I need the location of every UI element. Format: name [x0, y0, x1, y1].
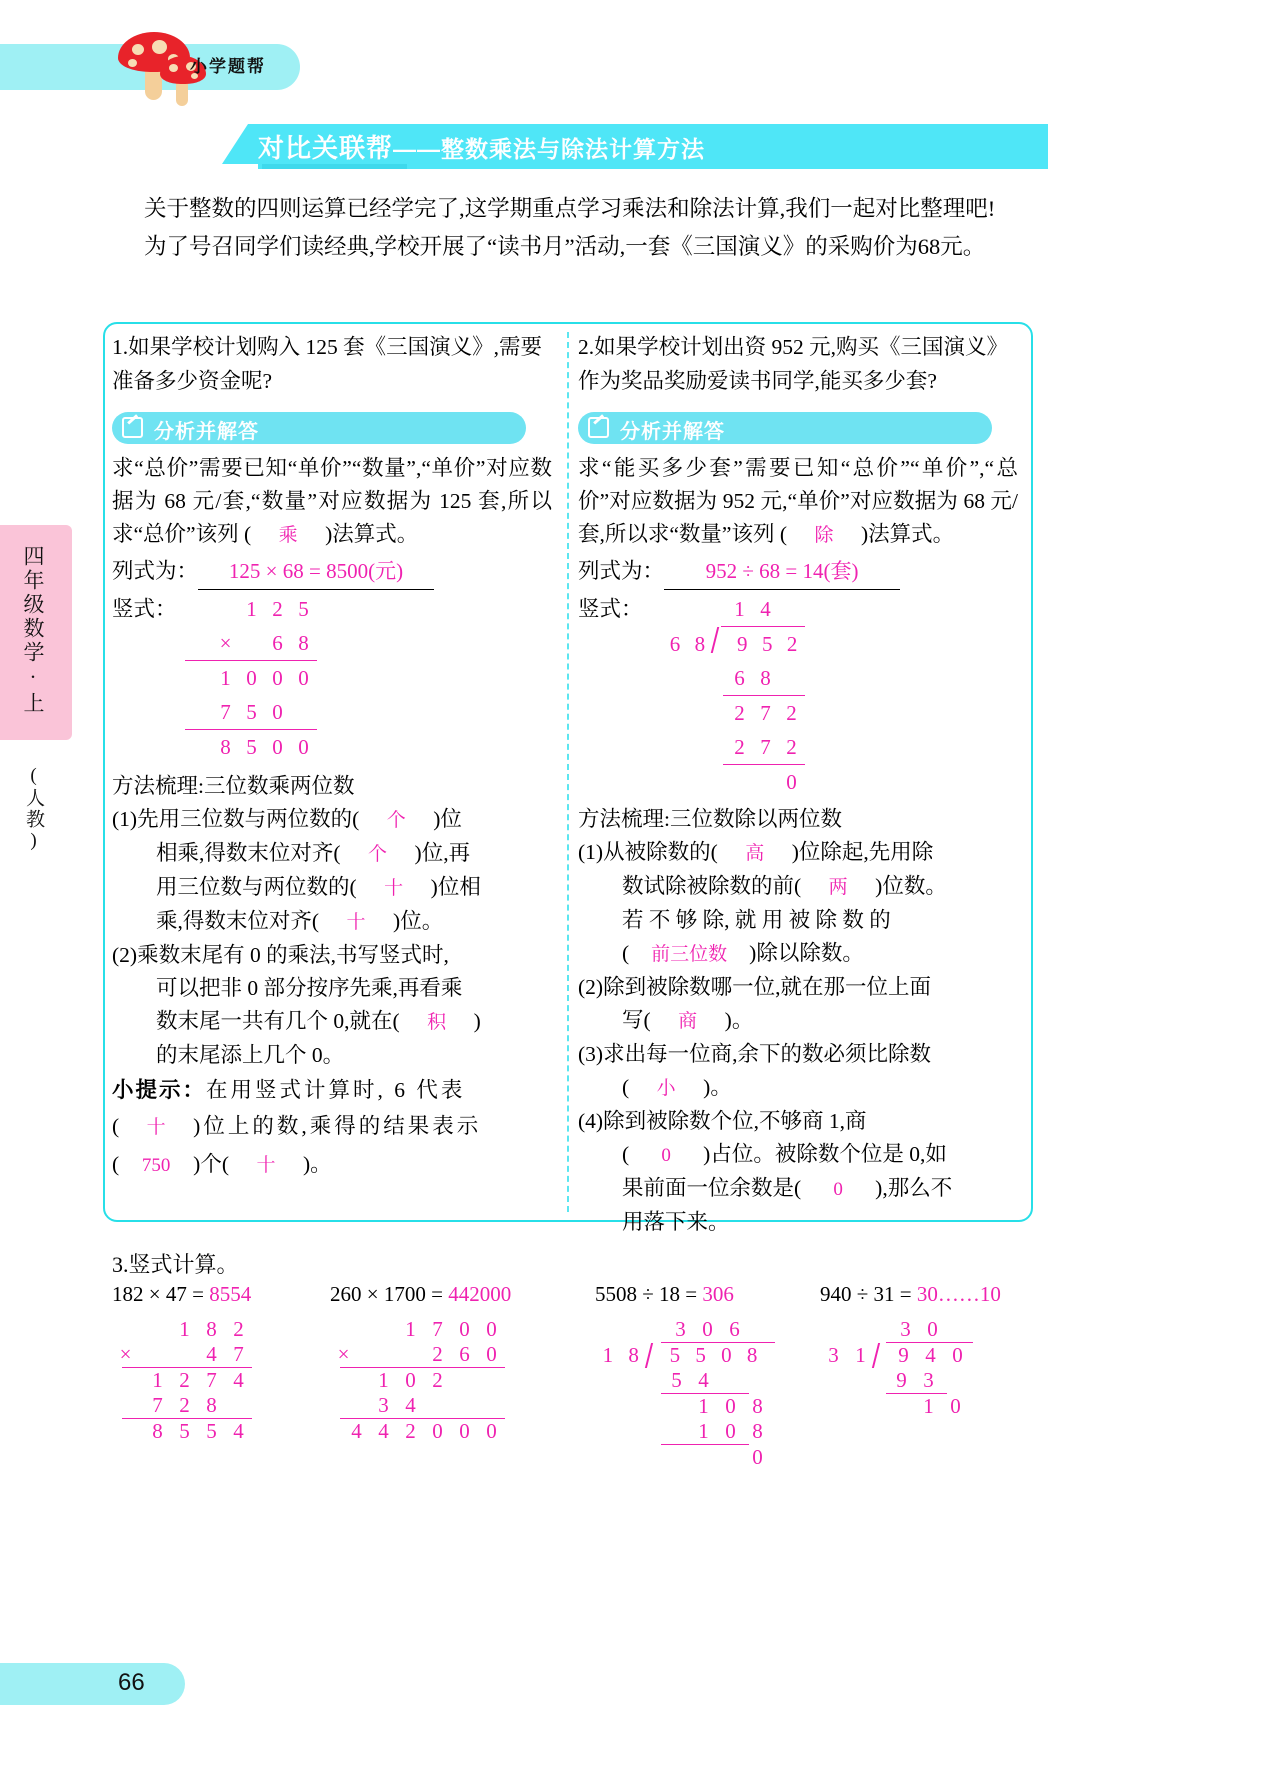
rstep4-blank-1[interactable]: 0 — [661, 1145, 671, 1166]
digit-pad — [451, 1393, 478, 1418]
step2-part-d: ) — [473, 1009, 481, 1033]
step1-part-i: )位。 — [393, 909, 444, 933]
digit: 8 — [298, 631, 309, 655]
right-question-column — [578, 330, 1018, 1239]
vert-row-multiplicand — [185, 592, 317, 626]
digit: 5 — [761, 632, 773, 656]
digit: 1 — [698, 1394, 709, 1418]
right-analysis-sentence: 求“能买多少套”需要已知“总价”“单价”,“总价”对应数据为 952 元,“单价”对应数据为 68 元/套,所以求“数量”该列 — [578, 456, 1018, 546]
calc-quotient-row — [595, 1317, 837, 1342]
calc-dividend-row — [595, 1343, 765, 1368]
digit: 2 — [233, 1317, 244, 1341]
rstep4-blank-2[interactable]: 0 — [833, 1179, 843, 1200]
digit: 0 — [486, 1342, 497, 1366]
digit: 1 — [179, 1317, 190, 1341]
calc-problem — [112, 1282, 252, 1444]
right-vertical-label: 竖式： — [578, 597, 643, 621]
rstep2-part-c: )。 — [724, 1008, 754, 1032]
digit: 2 — [179, 1368, 190, 1392]
digit-pad — [451, 1368, 478, 1393]
digit: 1 — [734, 597, 745, 621]
left-question-column — [112, 330, 552, 1184]
digit-pad — [424, 1393, 451, 1418]
tip-blank-2[interactable]: 750 — [141, 1155, 171, 1176]
digit: 2 — [786, 735, 797, 759]
vert-row-product — [185, 730, 317, 764]
right-vertical-label-line — [578, 592, 1018, 799]
page-title-sub: 整数乘法与除法计算方法 — [441, 136, 706, 162]
step1-part-a: (1)先用三位数与两位数的( — [112, 807, 360, 831]
digit: 7 — [220, 700, 231, 724]
digit: 8 — [628, 1343, 639, 1367]
digit: 1 — [855, 1343, 866, 1367]
digit: 6 — [669, 632, 681, 656]
calc-expression-operands: 182 × 47 = — [112, 1282, 210, 1306]
vert-row-partial-1 — [185, 661, 317, 695]
grade-side-tab-label: 四年级数学·上 — [21, 545, 45, 716]
step2-part-b: 可以把非 0 部分按序先乘,再看乘 — [156, 976, 463, 1000]
digit: 0 — [725, 1394, 736, 1418]
digit: 6 — [734, 666, 745, 690]
digit: 0 — [952, 1343, 963, 1367]
calc-expression-operands: 940 ÷ 31 = — [820, 1282, 917, 1306]
digit: 1 — [405, 1317, 416, 1341]
digit: 8 — [752, 1394, 763, 1418]
step2-blank[interactable]: 积 — [427, 1012, 447, 1033]
calc-expression-operands: 5508 ÷ 18 = — [595, 1282, 703, 1306]
calc-row — [112, 1342, 252, 1367]
right-analysis-open-paren: ( — [779, 522, 788, 546]
brand-title: 小学题帮 — [190, 57, 266, 76]
calc-problem — [330, 1282, 511, 1444]
digit: 2 — [405, 1419, 416, 1443]
page-title-dash: —— — [393, 136, 442, 162]
rstep1-blank-1[interactable]: 高 — [745, 843, 765, 864]
left-analysis-open-paren: ( — [243, 522, 252, 546]
left-tip: 小提示：在用竖式计算时, 6 代表 ( 十 )位上的数,乘得的结果表示 ( 750 )个( 十 )。 — [112, 1072, 552, 1184]
digit: 5 — [695, 1343, 706, 1367]
rstep3-part-a: (3)求出每一位商,余下的数必须比除数 — [578, 1042, 931, 1066]
digit: 4 — [351, 1419, 362, 1443]
calc-answer[interactable]: 8554 — [209, 1282, 252, 1306]
intro-paragraph-2 — [100, 228, 1048, 266]
rstep4-part-d: 果前面一位余数是( — [622, 1176, 802, 1200]
digit: 7 — [233, 1342, 244, 1366]
div-row-quotient — [649, 592, 883, 626]
rstep1-part-d: 数试除被除数的前( — [622, 874, 802, 898]
footer-band — [0, 1663, 185, 1705]
intro-paragraph-1 — [100, 190, 1048, 228]
digit: 0 — [272, 666, 283, 690]
digit: 9 — [898, 1343, 909, 1367]
step1-part-g: )位相 — [430, 875, 481, 899]
right-analysis-pill — [578, 412, 992, 444]
step1-blank-2[interactable]: 个 — [368, 844, 388, 865]
digit: 3 — [923, 1368, 934, 1392]
right-formula-label: 列式为： — [578, 559, 665, 583]
digit — [213, 592, 239, 626]
left-question — [112, 330, 552, 398]
right-question — [578, 330, 1018, 398]
left-analysis-text — [112, 452, 552, 552]
div-row-sub-1 — [649, 661, 883, 695]
left-formula-label: 列式为： — [112, 559, 199, 583]
digit: 7 — [760, 701, 771, 725]
digit: 0 — [246, 666, 257, 690]
calc-expression — [330, 1282, 511, 1307]
digit: 7 — [432, 1317, 443, 1341]
digit: 2 — [179, 1393, 190, 1417]
intro-paragraphs — [100, 190, 1048, 266]
right-analysis-tail: )法算式。 — [861, 522, 955, 546]
digit: 6 — [729, 1317, 740, 1341]
digit: 2 — [432, 1342, 443, 1366]
calc-row — [330, 1368, 505, 1393]
calc-step-row — [595, 1368, 833, 1393]
vert-row-partial-2 — [185, 695, 317, 729]
right-question-text: 如果学校计划出资 952 元,购买《三国演义》作为奖品奖励爱读书同学,能买多少套? — [578, 335, 1009, 393]
vert-row-multiplier — [185, 626, 317, 660]
tip-part-c: )位上的数,乘得的结果表示 — [193, 1114, 482, 1138]
calc-problem — [820, 1282, 1085, 1419]
digit: 8 — [206, 1393, 217, 1417]
pencil-icon — [122, 417, 143, 438]
operator: × — [337, 1342, 350, 1366]
left-analysis-pill-label: 分析并解答 — [154, 421, 259, 443]
left-method-step-2 — [112, 939, 552, 1072]
digit-pad — [478, 1368, 505, 1393]
digit: 1 — [602, 1343, 614, 1367]
digit: 2 — [786, 632, 798, 656]
digit: 0 — [486, 1317, 497, 1341]
tip-blank-1[interactable]: 十 — [146, 1117, 166, 1138]
calc-row — [330, 1342, 505, 1367]
page-number: 66 — [118, 1669, 145, 1696]
calc-quotient-row — [820, 1317, 1062, 1342]
left-analysis-pill — [112, 412, 526, 444]
step1-blank-3[interactable]: 十 — [384, 878, 404, 899]
left-vertical-label: 竖式： — [112, 597, 177, 621]
digit: 8 — [760, 666, 771, 690]
div-row-final-remainder — [649, 765, 935, 799]
calc-expression — [112, 1282, 252, 1307]
calc-answer[interactable]: 306 — [702, 1282, 734, 1306]
digit: 2 — [272, 597, 283, 621]
calc-row — [112, 1393, 252, 1418]
right-question-number: 2. — [578, 335, 595, 359]
left-question-text: 如果学校计划购入 125 套《三国演义》,需要准备多少资金呢? — [112, 335, 543, 393]
right-method-step-3 — [578, 1038, 1018, 1105]
digit: 4 — [760, 597, 771, 621]
digit: 0 — [459, 1419, 470, 1443]
rstep4-part-c: )占位。被除数个位是 0,如 — [703, 1142, 947, 1166]
digit: 8 — [694, 632, 706, 656]
calc-row — [330, 1393, 505, 1418]
digit: 2 — [734, 735, 745, 759]
digit: 5 — [669, 1343, 681, 1367]
pencil-icon — [588, 417, 609, 438]
digit-pad — [478, 1393, 505, 1418]
left-analysis-blank[interactable]: 乘 — [278, 525, 298, 546]
digit: 0 — [486, 1419, 497, 1443]
digit: 4 — [233, 1419, 244, 1443]
digit: 5 — [179, 1419, 190, 1443]
digit: 0 — [725, 1419, 736, 1443]
rstep1-part-f: 若 不 够 除, 就 用 被 除 数 的 — [622, 908, 891, 932]
division-bracket-icon — [711, 627, 731, 653]
rstep1-blank-2[interactable]: 两 — [828, 877, 848, 898]
rstep1-blank-3[interactable]: 前三位数 — [651, 944, 728, 965]
right-analysis-pill-label: 分析并解答 — [620, 421, 725, 443]
step1-part-e: )位,再 — [414, 841, 471, 865]
left-formula-line — [112, 554, 552, 590]
right-method-step-2 — [578, 971, 1018, 1038]
intro-p2-text: 为了号召同学们读经典,学校开展了“读书月”活动,一套《三国演义》的采购价为68元。 — [144, 234, 986, 259]
calc-expression — [820, 1282, 1085, 1307]
digit: 7 — [206, 1368, 217, 1392]
calc-expression-operands: 260 × 1700 = — [330, 1282, 449, 1306]
digit: 0 — [702, 1317, 713, 1341]
right-method-step-4 — [578, 1105, 1018, 1239]
digit: 0 — [272, 700, 283, 724]
digit: 1 — [246, 597, 257, 621]
section3-title: 3.竖式计算。 — [112, 1252, 239, 1277]
rstep1-part-h: )除以除数。 — [749, 941, 864, 965]
step2-part-c: 数末尾一共有几个 0,就在( — [156, 1009, 400, 1033]
rstep4-part-e: ),那么不 — [875, 1176, 953, 1200]
digit: 5 — [671, 1368, 682, 1392]
digit: 9 — [896, 1368, 907, 1392]
rstep2-blank[interactable]: 商 — [678, 1011, 698, 1032]
digit: 0 — [272, 735, 283, 759]
calc-step-row — [820, 1394, 1085, 1419]
digit: 0 — [721, 1343, 732, 1367]
rstep3-part-c: )。 — [703, 1075, 732, 1099]
digit: 8 — [746, 1343, 758, 1367]
digit: 1 — [220, 666, 231, 690]
column-divider — [567, 332, 569, 1212]
digit: 7 — [760, 735, 771, 759]
digit: 9 — [737, 632, 748, 656]
digit: 4 — [925, 1343, 936, 1367]
digit: 0 — [405, 1368, 416, 1392]
div-row-dividend — [649, 627, 805, 661]
digit: 3 — [675, 1317, 686, 1341]
left-method-step-1 — [112, 803, 552, 939]
tip-blank-3[interactable]: 十 — [256, 1155, 276, 1176]
digit: 0 — [950, 1394, 961, 1418]
digit: 3 — [900, 1317, 911, 1341]
calc-row — [330, 1317, 505, 1342]
rstep3-blank[interactable]: 小 — [656, 1078, 676, 1099]
calc-vertical-form — [820, 1317, 1085, 1419]
calc-step-row — [595, 1419, 860, 1444]
left-formula-answer[interactable]: 125 × 68 = 8500(元) — [198, 554, 434, 590]
publisher-side-tab-label: (人教) — [23, 765, 44, 853]
step1-part-c: )位 — [433, 807, 462, 831]
digit-pad — [225, 1393, 252, 1418]
digit: 5 — [298, 597, 309, 621]
rstep2-part-b: 写( — [622, 1008, 651, 1032]
digit: 5 — [246, 735, 257, 759]
left-analysis-sentence: 求“总价”需要已知“单价”“数量”,“单价”对应数据为 68 元/套,“数量”对应数据为 125 套,所以求“总价”该列 — [112, 456, 552, 546]
page-title — [258, 128, 705, 165]
rstep1-part-e: )位数。 — [875, 874, 947, 898]
rstep3-part-b: ( — [622, 1075, 630, 1099]
step1-part-f: 用三位数与两位数的( — [156, 875, 357, 899]
digit: 0 — [432, 1419, 443, 1443]
digit: 4 — [698, 1368, 709, 1392]
digit: 8 — [152, 1419, 163, 1443]
right-analysis-text — [578, 452, 1018, 552]
right-vertical-division — [649, 592, 935, 799]
div-row-sub-2 — [649, 730, 883, 764]
left-vertical-calculation — [185, 592, 317, 764]
digit: 3 — [378, 1393, 389, 1417]
digit: 0 — [786, 770, 797, 794]
step1-part-d: 相乘,得数末位对齐( — [156, 841, 341, 865]
right-method-step-1 — [578, 836, 1018, 971]
digit: 0 — [298, 735, 309, 759]
step2-part-a: (2)乘数末尾有 0 的乘法,书写竖式时, — [112, 943, 449, 967]
digit: 8 — [752, 1419, 763, 1443]
digit: 6 — [272, 631, 283, 655]
digit: 7 — [152, 1393, 163, 1417]
rstep1-part-g: ( — [622, 941, 630, 965]
rstep4-part-f: 用落下来。 — [622, 1210, 730, 1234]
operator: × — [119, 1342, 132, 1366]
left-vertical-label-line — [112, 592, 552, 764]
digit: 4 — [233, 1368, 244, 1392]
operator: × — [219, 631, 232, 655]
right-formula-line — [578, 554, 1018, 590]
digit: 1 — [923, 1394, 934, 1418]
digit: 2 — [432, 1368, 443, 1392]
digit: 1 — [378, 1368, 389, 1392]
right-formula-answer[interactable]: 952 ÷ 68 = 14(套) — [664, 554, 900, 590]
digit — [291, 695, 317, 729]
digit: 0 — [752, 1445, 763, 1469]
calc-vertical-form — [112, 1317, 252, 1444]
left-method-title: 方法梳理:三位数乘两位数 — [112, 774, 355, 798]
digit: 4 — [378, 1419, 389, 1443]
calc-answer[interactable]: 442000 — [448, 1282, 512, 1306]
right-method-title: 方法梳理:三位数除以两位数 — [578, 807, 842, 831]
digit: 0 — [459, 1317, 470, 1341]
intro-p1-text: 关于整数的四则运算已经学完了,这学期重点学习乘法和除法计算,我们一起对比整理吧! — [144, 196, 996, 221]
digit: 4 — [206, 1342, 217, 1366]
digit: 5 — [206, 1419, 217, 1443]
rstep4-part-b: ( — [622, 1142, 630, 1166]
digit: 1 — [152, 1368, 163, 1392]
digit: 3 — [828, 1343, 839, 1367]
calc-row — [112, 1317, 252, 1342]
digit: 6 — [459, 1342, 470, 1366]
rstep4-part-a: (4)除到被除数个位,不够商 1,商 — [578, 1109, 867, 1133]
digit: 2 — [734, 701, 745, 725]
calc-row — [112, 1368, 252, 1393]
left-question-number: 1. — [112, 335, 129, 359]
digit: 8 — [206, 1317, 217, 1341]
digit: 1 — [698, 1419, 709, 1443]
div-row-remainder-1 — [649, 696, 883, 730]
digit: 0 — [298, 666, 309, 690]
digit: 0 — [927, 1317, 938, 1341]
digit: 2 — [786, 701, 797, 725]
calc-row — [330, 1419, 505, 1444]
calc-step-row — [595, 1445, 914, 1470]
right-analysis-blank[interactable]: 除 — [814, 525, 834, 546]
digit: 4 — [405, 1393, 416, 1417]
step2-part-e: 的末尾添上几个 0。 — [156, 1043, 345, 1067]
left-analysis-tail: )法算式。 — [325, 522, 419, 546]
digit: 5 — [246, 700, 257, 724]
rstep2-part-a: (2)除到被除数哪一位,就在那一位上面 — [578, 975, 931, 999]
calc-vertical-form — [330, 1317, 511, 1444]
rstep1-part-c: )位除起,先用除 — [791, 840, 934, 864]
rstep1-part-a: (1)从被除数的( — [578, 840, 718, 864]
step1-part-h: 乘,得数末位对齐( — [156, 909, 320, 933]
calc-step-row — [820, 1368, 1058, 1393]
calc-answer[interactable]: 30……10 — [916, 1282, 1001, 1306]
tip-part-e: )。 — [303, 1152, 332, 1176]
step1-blank-4[interactable]: 十 — [346, 912, 366, 933]
tip-part-d: )个( — [193, 1152, 229, 1176]
calc-row — [112, 1419, 252, 1444]
page-title-main: 对比关联帮 — [258, 133, 394, 163]
calc-dividend-row — [820, 1343, 990, 1368]
digit: 8 — [220, 735, 231, 759]
tip-label: 小提示： — [112, 1078, 207, 1102]
tip-part-a: 在用竖式计算时, 6 代表 — [206, 1078, 466, 1102]
step1-blank-1[interactable]: 个 — [386, 810, 406, 831]
